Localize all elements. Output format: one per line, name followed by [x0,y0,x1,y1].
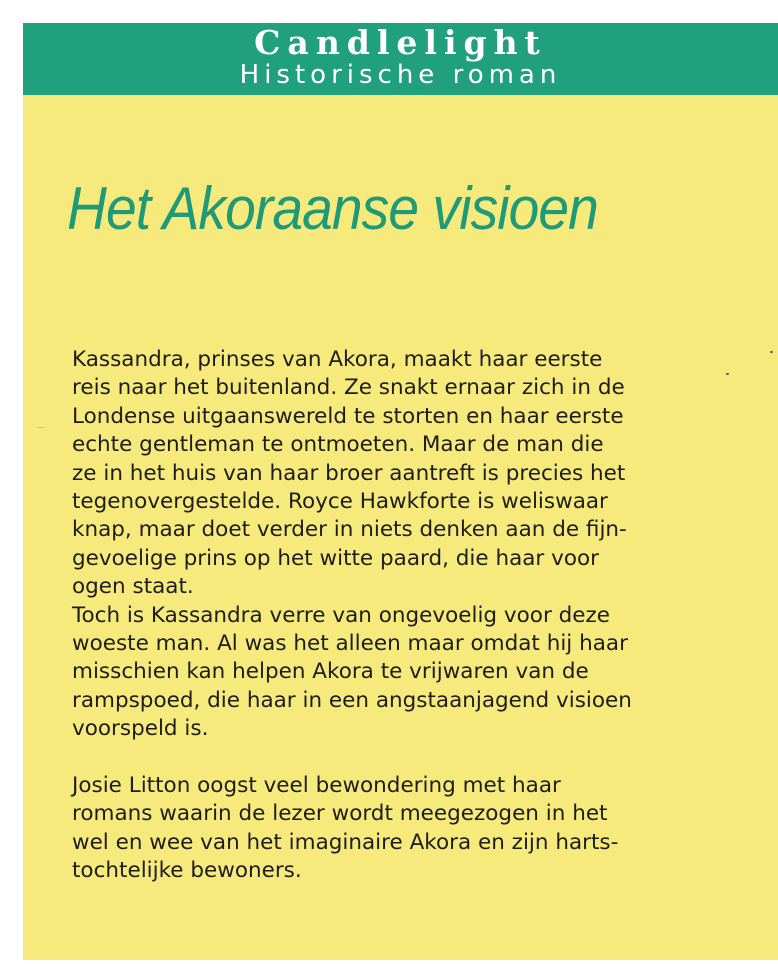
series-banner [23,23,778,95]
print-speck [770,351,773,353]
author-paragraph: Josie Litton oogst veel bewondering met haar romans waarin de lezer wordt meegezogen in het wel en wee van het imaginaire Akora en zijn harts- tochtelijke bewoners. [72,772,619,883]
blurb [72,346,762,885]
series-name: Candlelight [254,23,547,62]
book-back-cover [23,23,778,960]
series-subtitle: Historische roman [239,60,562,90]
blurb-paragraph-1: Kassandra, prinses van Akora, maakt haar eerste reis naar het buitenland. Ze snakt ernaar zich in de Londense uitgaanswereld te storten en haar eerste echte gentleman te ontmoeten. Maar de man die ze in het huis van haar broer aantreft is precies het tegenovergestelde. Royce Hawkforte is weliswaar knap, maar doet verder in niets denken aan de fijn- gevoelige prins op het witte paard, die haar voor ogen staat. [72,347,627,600]
print-speck [37,427,45,428]
print-speck [726,373,729,375]
blurb-paragraph-2: Toch is Kassandra verre van ongevoelig voor deze woeste man. Al was het alleen maar omdat hij haar misschien kan helpen Akora te vrijwaren van de rampspoed, die haar in een angstaanjagend visioen voorspeld is. [72,602,632,742]
book-title: Het Akoraanse visioen [67,175,598,242]
